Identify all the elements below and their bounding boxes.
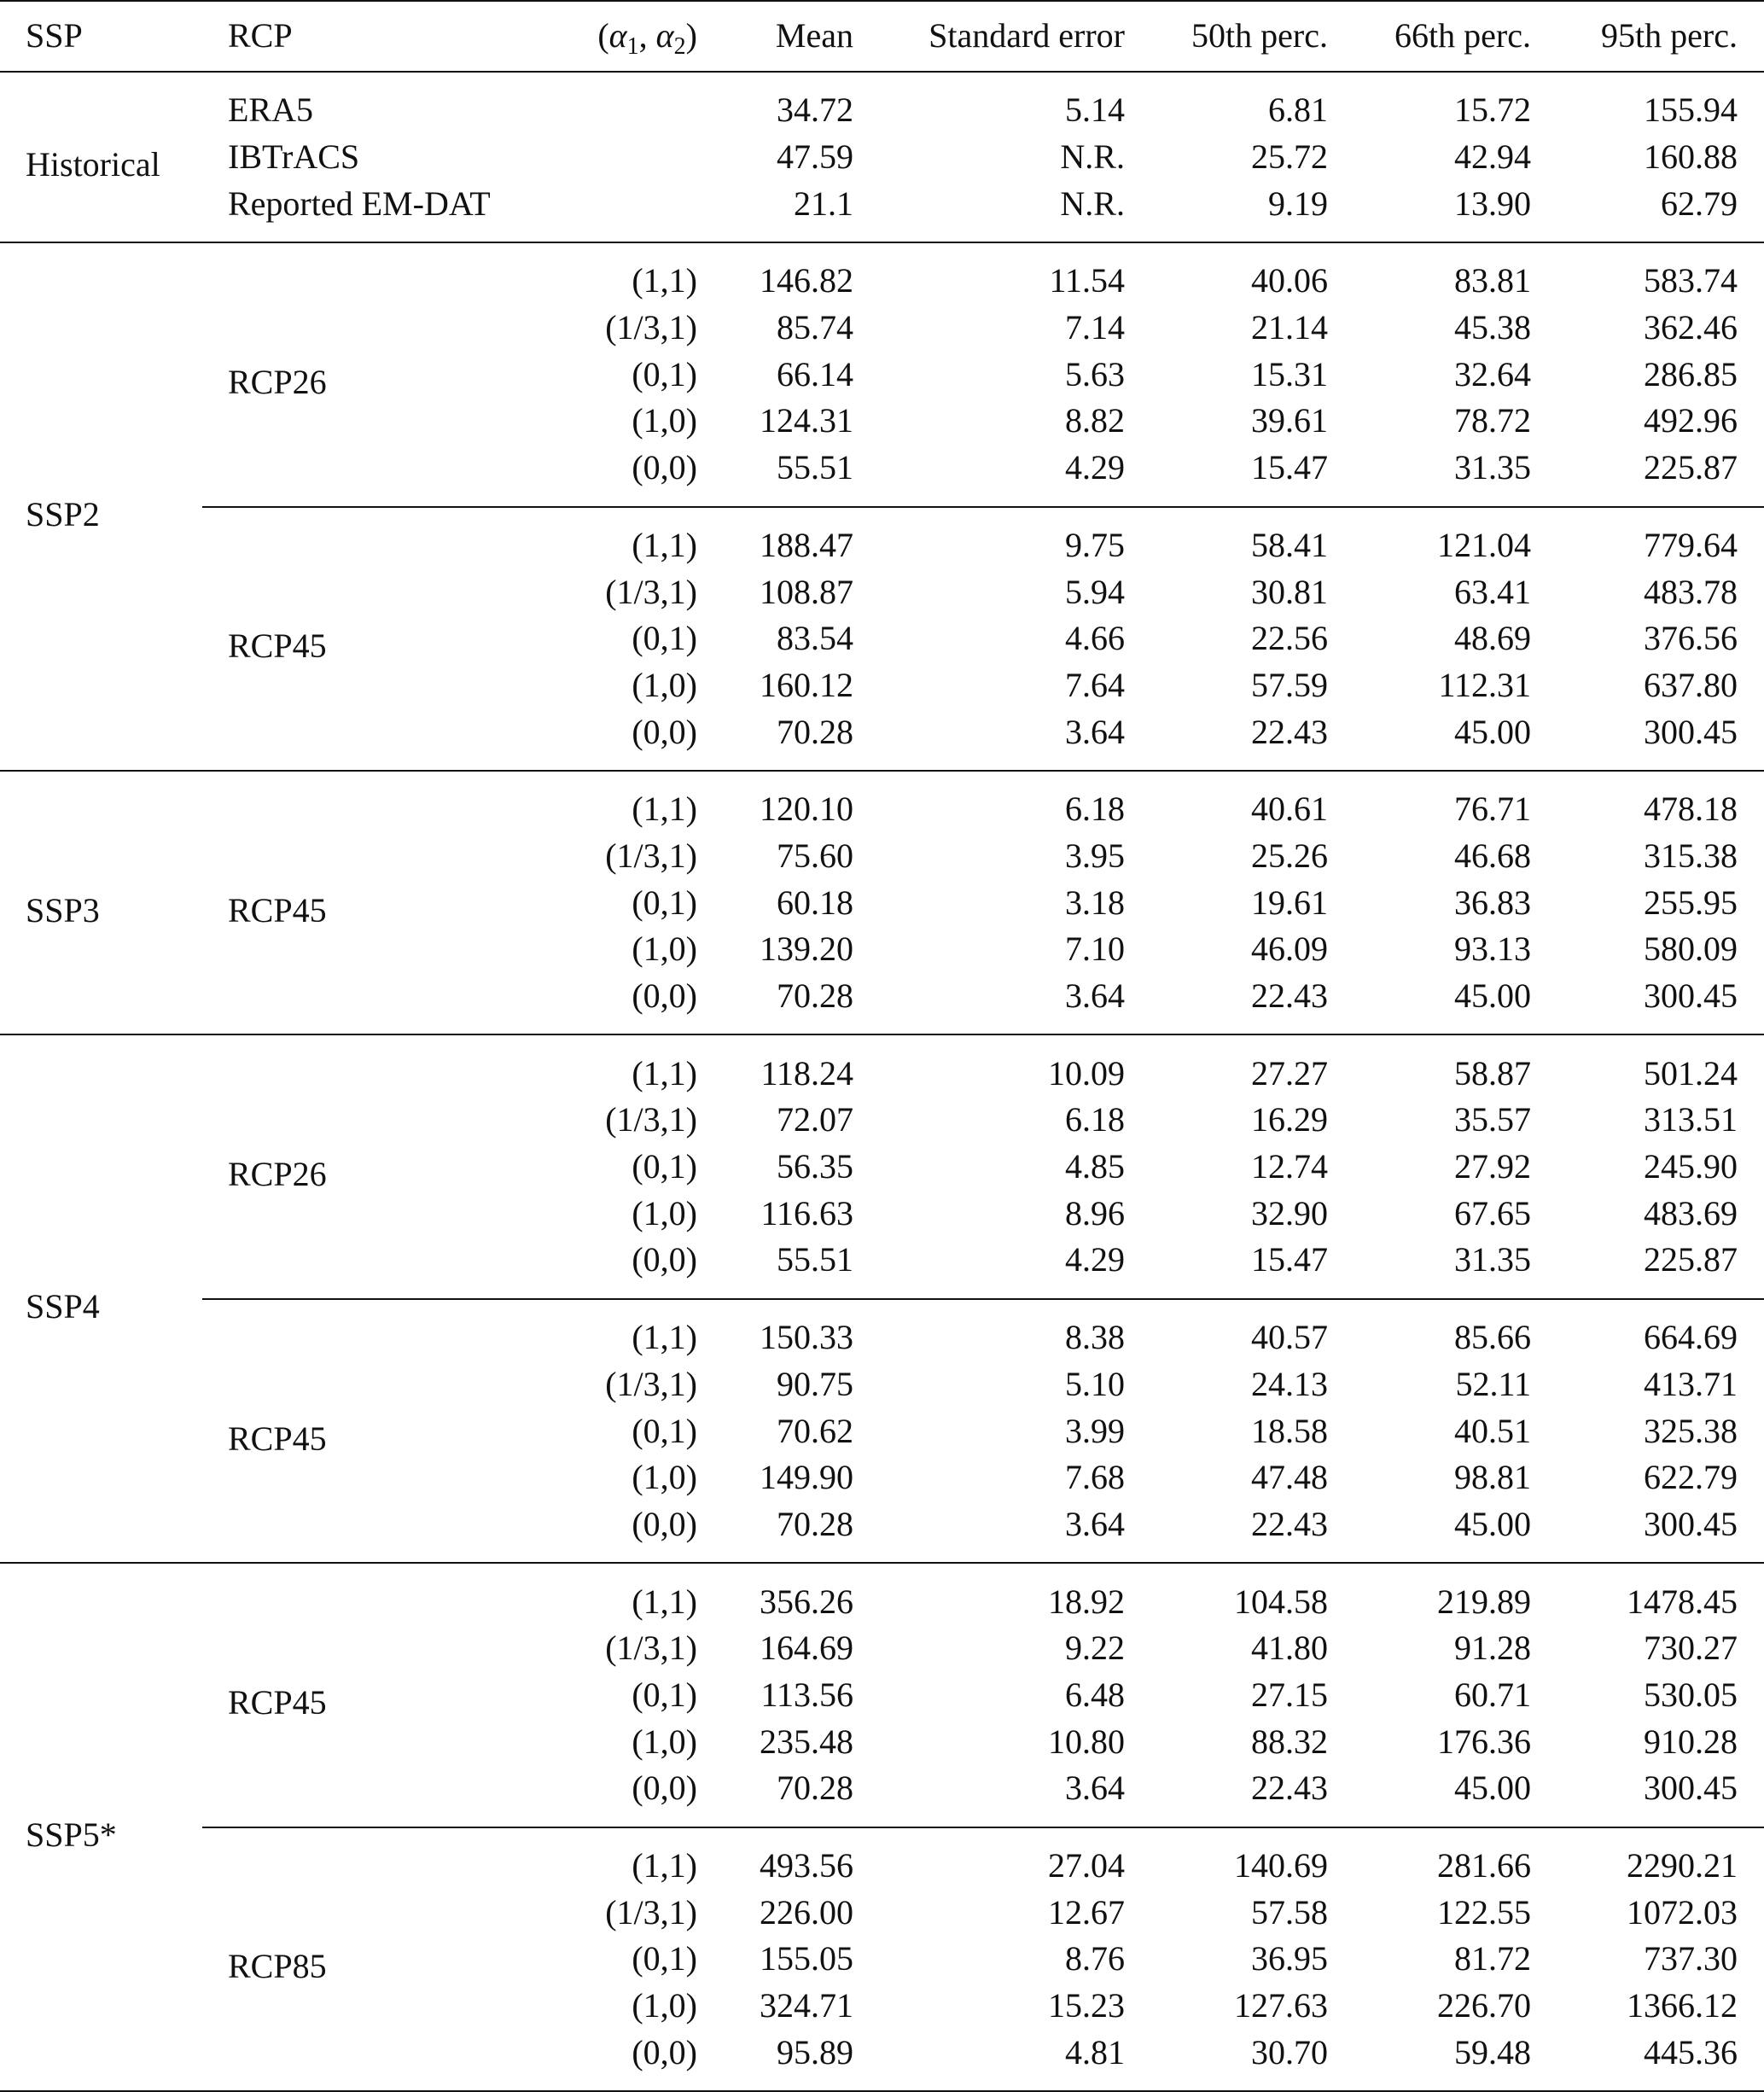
mean-cell: 150.33: [760, 1318, 853, 1357]
standard-error-cell: 5.10: [1065, 1364, 1125, 1403]
p95-cell: 637.80: [1644, 665, 1738, 704]
p50-cell: 22.43: [1251, 1769, 1328, 1808]
alpha-cell: (0,1): [632, 883, 697, 922]
standard-error-cell: N.R.: [1060, 137, 1125, 177]
standard-error-cell: 7.14: [1065, 308, 1125, 347]
p66-cell: 226.70: [1437, 1986, 1531, 2025]
mean-cell: 95.89: [777, 2032, 853, 2072]
mean-cell: 226.00: [760, 1892, 853, 1932]
standard-error-cell: 7.68: [1065, 1458, 1125, 1497]
alpha-cell: (1/3,1): [605, 836, 697, 875]
p50-cell: 140.69: [1234, 1846, 1328, 1885]
p95-cell: 478.18: [1644, 790, 1738, 829]
alpha-cell: (0,0): [632, 448, 697, 487]
standard-error-cell: 4.66: [1065, 619, 1125, 658]
p95-cell: 445.36: [1644, 2032, 1738, 2072]
p95-cell: 286.85: [1644, 354, 1738, 393]
p95-cell: 1478.45: [1627, 1582, 1738, 1621]
rcp-divider-rule: [202, 1298, 1764, 1300]
alpha-cell: (1,0): [632, 665, 697, 704]
standard-error-cell: 4.81: [1065, 2032, 1125, 2072]
p50-cell: 25.26: [1251, 836, 1328, 875]
standard-error-cell: 9.75: [1065, 525, 1125, 564]
p66-cell: 45.00: [1454, 1504, 1531, 1543]
source-label: Reported EM-DAT: [228, 184, 491, 223]
p50-cell: 36.95: [1251, 1939, 1328, 1978]
ssp-group-label: SSP2: [26, 494, 100, 533]
table-row: [0, 242, 1764, 305]
mean-cell: 493.56: [760, 1846, 853, 1885]
p66-cell: 85.66: [1454, 1318, 1531, 1357]
alpha-cell: (0,1): [632, 354, 697, 393]
p66-cell: 31.35: [1454, 448, 1531, 487]
table-row: [0, 507, 1764, 569]
p66-cell: 36.83: [1454, 883, 1531, 922]
standard-error-cell: 4.29: [1065, 448, 1125, 487]
alpha-cell: (1/3,1): [605, 1364, 697, 1403]
alpha-cell: (1,0): [632, 1722, 697, 1761]
p66-cell: 15.72: [1454, 90, 1531, 130]
mean-cell: 164.69: [760, 1629, 853, 1668]
p95-cell: 160.88: [1644, 137, 1738, 177]
p95-cell: 1366.12: [1627, 1986, 1738, 2025]
p95-cell: 300.45: [1644, 976, 1738, 1016]
alpha-cell: (1,0): [632, 401, 697, 440]
standard-error-cell: 3.18: [1065, 883, 1125, 922]
p50-cell: 41.80: [1251, 1629, 1328, 1668]
p66-cell: 176.36: [1437, 1722, 1531, 1761]
historical-row: [0, 180, 1764, 242]
mean-cell: 113.56: [760, 1675, 853, 1714]
p95-cell: 737.30: [1644, 1939, 1738, 1978]
mean-cell: 108.87: [760, 572, 853, 611]
p50-cell: 22.43: [1251, 1504, 1328, 1543]
p50-cell: 27.27: [1251, 1053, 1328, 1093]
p66-cell: 58.87: [1454, 1053, 1531, 1093]
standard-error-cell: 3.64: [1065, 1504, 1125, 1543]
p66-cell: 59.48: [1454, 2032, 1531, 2072]
p66-cell: 91.28: [1454, 1629, 1531, 1668]
standard-error-cell: 3.64: [1065, 976, 1125, 1016]
alpha-cell: [569, 180, 697, 242]
header-66th-percentile: 66th perc.: [1394, 16, 1531, 55]
table-row: [0, 771, 1764, 833]
mean-cell: 47.59: [777, 137, 853, 177]
alpha-cell: (0,1): [632, 1411, 697, 1450]
p50-cell: 104.58: [1234, 1582, 1328, 1621]
p66-cell: 48.69: [1454, 619, 1531, 658]
mean-cell: 155.05: [760, 1939, 853, 1978]
p50-cell: 57.59: [1251, 665, 1328, 704]
p50-cell: 24.13: [1251, 1364, 1328, 1403]
header-row: [0, 0, 1764, 72]
standard-error-cell: 12.67: [1048, 1892, 1125, 1932]
alpha-cell: (1/3,1): [605, 308, 697, 347]
p50-cell: 27.15: [1251, 1675, 1328, 1714]
standard-error-cell: 5.94: [1065, 572, 1125, 611]
standard-error-cell: 8.82: [1065, 401, 1125, 440]
header-alpha: [569, 0, 697, 72]
standard-error-cell: 10.09: [1048, 1053, 1125, 1093]
rcp-group-label: RCP26: [228, 362, 327, 401]
p95-cell: 155.94: [1644, 90, 1738, 130]
standard-error-cell: 6.48: [1065, 1675, 1125, 1714]
p66-cell: 67.65: [1454, 1193, 1531, 1232]
mean-cell: 120.10: [760, 790, 853, 829]
p95-cell: 376.56: [1644, 619, 1738, 658]
p66-cell: 32.64: [1454, 354, 1531, 393]
p50-cell: 18.58: [1251, 1411, 1328, 1450]
mean-cell: 116.63: [760, 1193, 853, 1232]
p66-cell: 46.68: [1454, 836, 1531, 875]
header-mean: Mean: [775, 16, 853, 55]
p95-cell: 583.74: [1644, 261, 1738, 300]
alpha-cell: (1,1): [632, 261, 697, 300]
p50-cell: 22.43: [1251, 976, 1328, 1016]
mean-cell: 139.20: [760, 929, 853, 969]
rcp-divider-rule: [202, 506, 1764, 508]
mean-cell: 60.18: [777, 883, 853, 922]
standard-error-cell: 11.54: [1049, 261, 1125, 300]
p95-cell: 492.96: [1644, 401, 1738, 440]
p50-cell: 6.81: [1268, 90, 1328, 130]
section-divider-rule: [0, 770, 1764, 772]
p66-cell: 121.04: [1437, 525, 1531, 564]
p66-cell: 281.66: [1437, 1846, 1531, 1885]
p50-cell: 39.61: [1251, 401, 1328, 440]
standard-error-cell: 3.95: [1065, 836, 1125, 875]
standard-error-cell: 5.14: [1065, 90, 1125, 130]
standard-error-cell: 8.76: [1065, 1939, 1125, 1978]
p95-cell: 225.87: [1644, 448, 1738, 487]
p50-cell: 40.06: [1251, 261, 1328, 300]
alpha-cell: (1,0): [632, 1986, 697, 2025]
header-rule: [0, 71, 1764, 73]
p66-cell: 42.94: [1454, 137, 1531, 177]
header-95th-percentile: 95th perc.: [1601, 16, 1738, 55]
p50-cell: 19.61: [1251, 883, 1328, 922]
rcp-group-label: RCP45: [228, 1419, 327, 1458]
standard-error-cell: 9.22: [1065, 1629, 1125, 1668]
alpha-cell: (0,1): [632, 1939, 697, 1978]
p66-cell: 45.00: [1454, 712, 1531, 751]
p66-cell: 52.11: [1455, 1364, 1531, 1403]
table-row: [0, 1827, 1764, 1890]
standard-error-cell: 6.18: [1065, 1100, 1125, 1139]
p50-cell: 25.72: [1251, 137, 1328, 177]
standard-error-cell: 7.64: [1065, 665, 1125, 704]
mean-cell: 124.31: [760, 401, 853, 440]
alpha-cell: (1,1): [632, 790, 697, 829]
p95-cell: 62.79: [1661, 184, 1738, 223]
historical-row: [0, 72, 1764, 134]
p95-cell: 910.28: [1644, 1722, 1738, 1761]
mean-cell: 356.26: [760, 1582, 853, 1621]
mean-cell: 75.60: [777, 836, 853, 875]
p50-cell: 22.56: [1251, 619, 1328, 658]
alpha-cell: (1,1): [632, 1053, 697, 1093]
p95-cell: 580.09: [1644, 929, 1738, 969]
mean-cell: 70.28: [777, 976, 853, 1016]
p66-cell: 13.90: [1454, 184, 1531, 223]
mean-cell: 149.90: [760, 1458, 853, 1497]
standard-error-cell: 10.80: [1048, 1722, 1125, 1761]
historical-row: [0, 134, 1764, 181]
alpha-cell: (0,1): [632, 619, 697, 658]
p95-cell: 300.45: [1644, 712, 1738, 751]
p66-cell: 76.71: [1454, 790, 1531, 829]
p66-cell: 31.35: [1454, 1240, 1531, 1279]
p66-cell: 78.72: [1454, 401, 1531, 440]
p66-cell: 40.51: [1454, 1411, 1531, 1450]
standard-error-cell: 8.38: [1065, 1318, 1125, 1357]
mean-cell: 83.54: [777, 619, 853, 658]
alpha-cell: (1,0): [632, 929, 697, 969]
header-alpha-symbol-1: α: [608, 16, 627, 55]
alpha-cell: (1,0): [632, 1458, 697, 1497]
standard-error-cell: 7.10: [1065, 929, 1125, 969]
header-alpha-sep: ,: [638, 16, 656, 55]
alpha-cell: (0,0): [632, 2032, 697, 2072]
p66-cell: 45.00: [1454, 1769, 1531, 1808]
p66-cell: 93.13: [1454, 929, 1531, 969]
header-rcp: RCP: [228, 16, 293, 55]
mean-cell: 21.1: [794, 184, 853, 223]
rcp-group-label: RCP26: [228, 1155, 327, 1194]
standard-error-cell: 18.92: [1048, 1582, 1125, 1621]
p95-cell: 413.71: [1644, 1364, 1738, 1403]
mean-cell: 72.07: [777, 1100, 853, 1139]
p50-cell: 40.61: [1251, 790, 1328, 829]
table-row: [0, 1563, 1764, 1625]
p95-cell: 501.24: [1644, 1053, 1738, 1093]
p50-cell: 16.29: [1251, 1100, 1328, 1139]
mean-cell: 70.28: [777, 1504, 853, 1543]
p95-cell: 325.38: [1644, 1411, 1738, 1450]
source-label: IBTrACS: [228, 137, 360, 177]
mean-cell: 66.14: [777, 354, 853, 393]
alpha-cell: (1/3,1): [605, 1629, 697, 1668]
standard-error-cell: 3.64: [1065, 1769, 1125, 1808]
p95-cell: 255.95: [1644, 883, 1738, 922]
standard-error-cell: 5.63: [1065, 354, 1125, 393]
section-divider-rule: [0, 1034, 1764, 1035]
header-alpha-sub-2: 2: [673, 33, 686, 60]
ssp-group-label: Historical: [26, 145, 160, 184]
mean-cell: 160.12: [760, 665, 853, 704]
mean-cell: 324.71: [760, 1986, 853, 2025]
p50-cell: 57.58: [1251, 1892, 1328, 1932]
rcp-group-label: RCP45: [228, 890, 327, 929]
rcp-divider-rule: [202, 1827, 1764, 1828]
standard-error-cell: 15.23: [1048, 1986, 1125, 2025]
alpha-cell: [569, 72, 697, 134]
alpha-cell: (1,1): [632, 1846, 697, 1885]
p50-cell: 32.90: [1251, 1193, 1328, 1232]
p66-cell: 219.89: [1437, 1582, 1531, 1621]
p95-cell: 2290.21: [1627, 1846, 1738, 1885]
rcp-group-label: RCP85: [228, 1947, 327, 1986]
section-divider-rule: [0, 1562, 1764, 1564]
p50-cell: 58.41: [1251, 525, 1328, 564]
standard-error-cell: 6.18: [1065, 790, 1125, 829]
p50-cell: 46.09: [1251, 929, 1328, 969]
alpha-cell: (1,1): [632, 1582, 697, 1621]
p95-cell: 779.64: [1644, 525, 1738, 564]
p95-cell: 245.90: [1644, 1147, 1738, 1186]
source-label: ERA5: [228, 90, 313, 130]
alpha-cell: [569, 134, 697, 181]
p66-cell: 81.72: [1454, 1939, 1531, 1978]
alpha-cell: (1/3,1): [605, 1892, 697, 1932]
header-alpha-open: (: [597, 16, 609, 55]
mean-cell: 90.75: [777, 1364, 853, 1403]
p95-cell: 313.51: [1644, 1100, 1738, 1139]
section-divider-rule: [0, 242, 1764, 243]
p50-cell: 88.32: [1251, 1722, 1328, 1761]
p66-cell: 122.55: [1437, 1892, 1531, 1932]
standard-error-cell: 27.04: [1048, 1846, 1125, 1885]
table-row: [0, 1299, 1764, 1361]
p50-cell: 40.57: [1251, 1318, 1328, 1357]
alpha-cell: (0,0): [632, 1240, 697, 1279]
alpha-cell: (0,0): [632, 976, 697, 1016]
p50-cell: 22.43: [1251, 712, 1328, 751]
alpha-cell: (1/3,1): [605, 572, 697, 611]
p66-cell: 63.41: [1454, 572, 1531, 611]
p95-cell: 622.79: [1644, 1458, 1738, 1497]
p95-cell: 664.69: [1644, 1318, 1738, 1357]
alpha-cell: (0,0): [632, 1769, 697, 1808]
p66-cell: 35.57: [1454, 1100, 1531, 1139]
table-body: [0, 72, 1764, 2091]
mean-cell: 55.51: [777, 448, 853, 487]
p50-cell: 30.81: [1251, 572, 1328, 611]
alpha-cell: (0,0): [632, 712, 697, 751]
alpha-cell: (1,0): [632, 1193, 697, 1232]
p66-cell: 45.38: [1454, 308, 1531, 347]
header-alpha-symbol-2: α: [655, 16, 674, 55]
p50-cell: 30.70: [1251, 2032, 1328, 2072]
standard-error-cell: N.R.: [1060, 184, 1125, 223]
alpha-cell: (0,1): [632, 1675, 697, 1714]
p66-cell: 98.81: [1454, 1458, 1531, 1497]
mean-cell: 55.51: [777, 1240, 853, 1279]
p95-cell: 483.69: [1644, 1193, 1738, 1232]
p66-cell: 83.81: [1454, 261, 1531, 300]
header-ssp: SSP: [26, 16, 83, 55]
p95-cell: 483.78: [1644, 572, 1738, 611]
header-alpha-close: ): [685, 16, 697, 55]
standard-error-cell: 3.64: [1065, 712, 1125, 751]
rcp-group-label: RCP45: [228, 626, 327, 666]
p95-cell: 730.27: [1644, 1629, 1738, 1668]
mean-cell: 56.35: [777, 1147, 853, 1186]
alpha-cell: (1,1): [632, 1318, 697, 1357]
p50-cell: 15.31: [1251, 354, 1328, 393]
alpha-cell: (1,1): [632, 525, 697, 564]
p50-cell: 15.47: [1251, 1240, 1328, 1279]
mean-cell: 188.47: [760, 525, 853, 564]
p95-cell: 1072.03: [1627, 1892, 1738, 1932]
standard-error-cell: 4.85: [1065, 1147, 1125, 1186]
alpha-cell: (0,0): [632, 1504, 697, 1543]
p95-cell: 315.38: [1644, 836, 1738, 875]
p66-cell: 60.71: [1454, 1675, 1531, 1714]
mean-cell: 235.48: [760, 1722, 853, 1761]
ssp-group-label: SSP5*: [26, 1815, 117, 1854]
mean-cell: 34.72: [777, 90, 853, 130]
p95-cell: 225.87: [1644, 1240, 1738, 1279]
p95-cell: 530.05: [1644, 1675, 1738, 1714]
standard-error-cell: 8.96: [1065, 1193, 1125, 1232]
p50-cell: 15.47: [1251, 448, 1328, 487]
header-alpha-sub-1: 1: [626, 33, 639, 60]
ssp-group-label: SSP4: [26, 1286, 100, 1326]
p95-cell: 300.45: [1644, 1769, 1738, 1808]
p50-cell: 9.19: [1268, 184, 1328, 223]
mean-cell: 146.82: [760, 261, 853, 300]
header-standard-error: Standard error: [929, 16, 1125, 55]
p66-cell: 27.92: [1454, 1147, 1531, 1186]
top-rule: [0, 0, 1764, 2]
mean-cell: 85.74: [777, 308, 853, 347]
table-row: [0, 1034, 1764, 1097]
alpha-cell: (0,1): [632, 1147, 697, 1186]
p50-cell: 12.74: [1251, 1147, 1328, 1186]
p50-cell: 127.63: [1234, 1986, 1328, 2025]
p95-cell: 300.45: [1644, 1504, 1738, 1543]
p66-cell: 45.00: [1454, 976, 1531, 1016]
p50-cell: 21.14: [1251, 308, 1328, 347]
ssp-group-label: SSP3: [26, 890, 100, 929]
mean-cell: 118.24: [760, 1053, 853, 1093]
p50-cell: 47.48: [1251, 1458, 1328, 1497]
mean-cell: 70.62: [777, 1411, 853, 1450]
header-50th-percentile: 50th perc.: [1191, 16, 1328, 55]
mean-cell: 70.28: [777, 1769, 853, 1808]
mean-cell: 70.28: [777, 712, 853, 751]
alpha-cell: (1/3,1): [605, 1100, 697, 1139]
standard-error-cell: 4.29: [1065, 1240, 1125, 1279]
p66-cell: 112.31: [1438, 665, 1531, 704]
p95-cell: 362.46: [1644, 308, 1738, 347]
standard-error-cell: 3.99: [1065, 1411, 1125, 1450]
rcp-group-label: RCP45: [228, 1682, 327, 1722]
